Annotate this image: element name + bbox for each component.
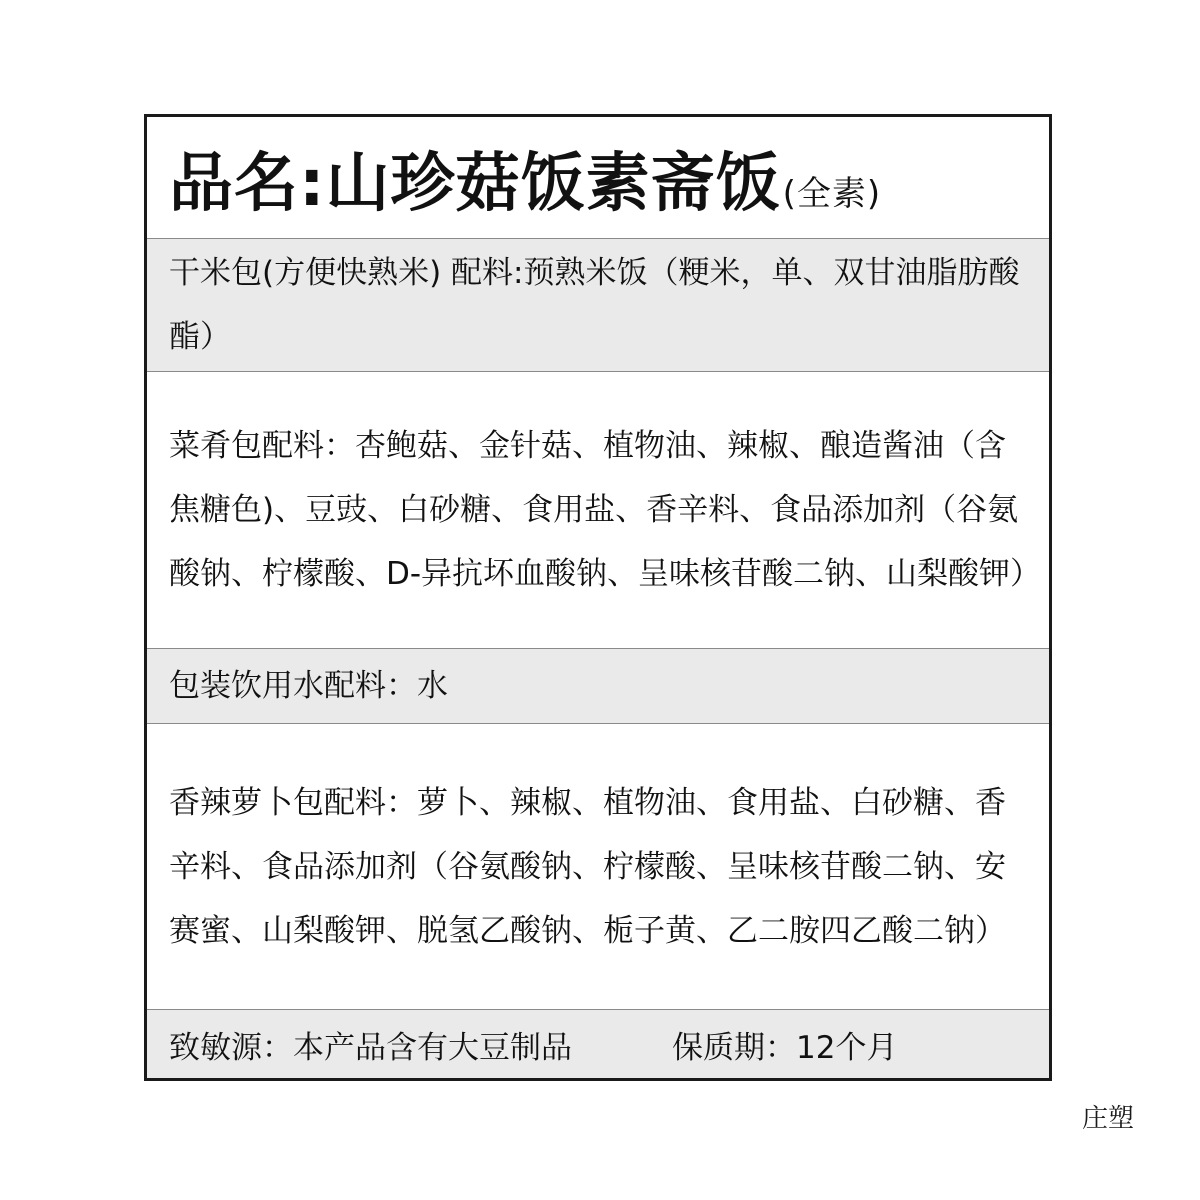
shelf-life: 保质期：12个月 xyxy=(672,1029,898,1066)
product-name-row xyxy=(147,117,1049,238)
radish-pack-ingredients: 香辣萝卜包配料：萝卜、辣椒、植物油、食用盐、白砂糖、香辛料、食品添加剂（谷氨酸钠、柠檬酸、呈味核苷酸二钠、安赛蜜、山梨酸钾、脱氢乙酸钠、栀子黄、乙二胺四乙酸二钠） xyxy=(169,784,1006,949)
allergen-info: 致敏源：本产品含有大豆制品 xyxy=(169,1029,572,1066)
rice-pack-row xyxy=(147,238,1049,371)
corner-note: 庄塑 xyxy=(1081,1104,1134,1134)
rice-pack-ingredients: 干米包(方便快熟米) 配料:预熟米饭（粳米，单、双甘油脂肪酸酯） xyxy=(169,255,1020,355)
footer-line xyxy=(169,1022,897,1067)
radish-pack-row xyxy=(147,723,1049,1009)
product-name-main: 品名:山珍菇饭素斋饭 xyxy=(169,146,781,221)
ingredient-label xyxy=(144,114,1052,1081)
product-name-suffix: (全素) xyxy=(782,173,882,214)
footer-row xyxy=(147,1009,1049,1078)
dish-pack-ingredients: 菜肴包配料：杏鲍菇、金针菇、植物油、辣椒、酿造酱油（含焦糖色)、豆豉、白砂糖、食用盐、香辛料、食品添加剂（谷氨酸钠、柠檬酸、D-异抗坏血酸钠、呈味核苷酸二钠、山梨酸钾） xyxy=(169,428,1042,592)
water-pack-row xyxy=(147,648,1049,723)
dish-pack-row xyxy=(147,371,1049,648)
water-pack-ingredients: 包装饮用水配料：水 xyxy=(169,668,448,704)
product-name xyxy=(169,132,881,224)
